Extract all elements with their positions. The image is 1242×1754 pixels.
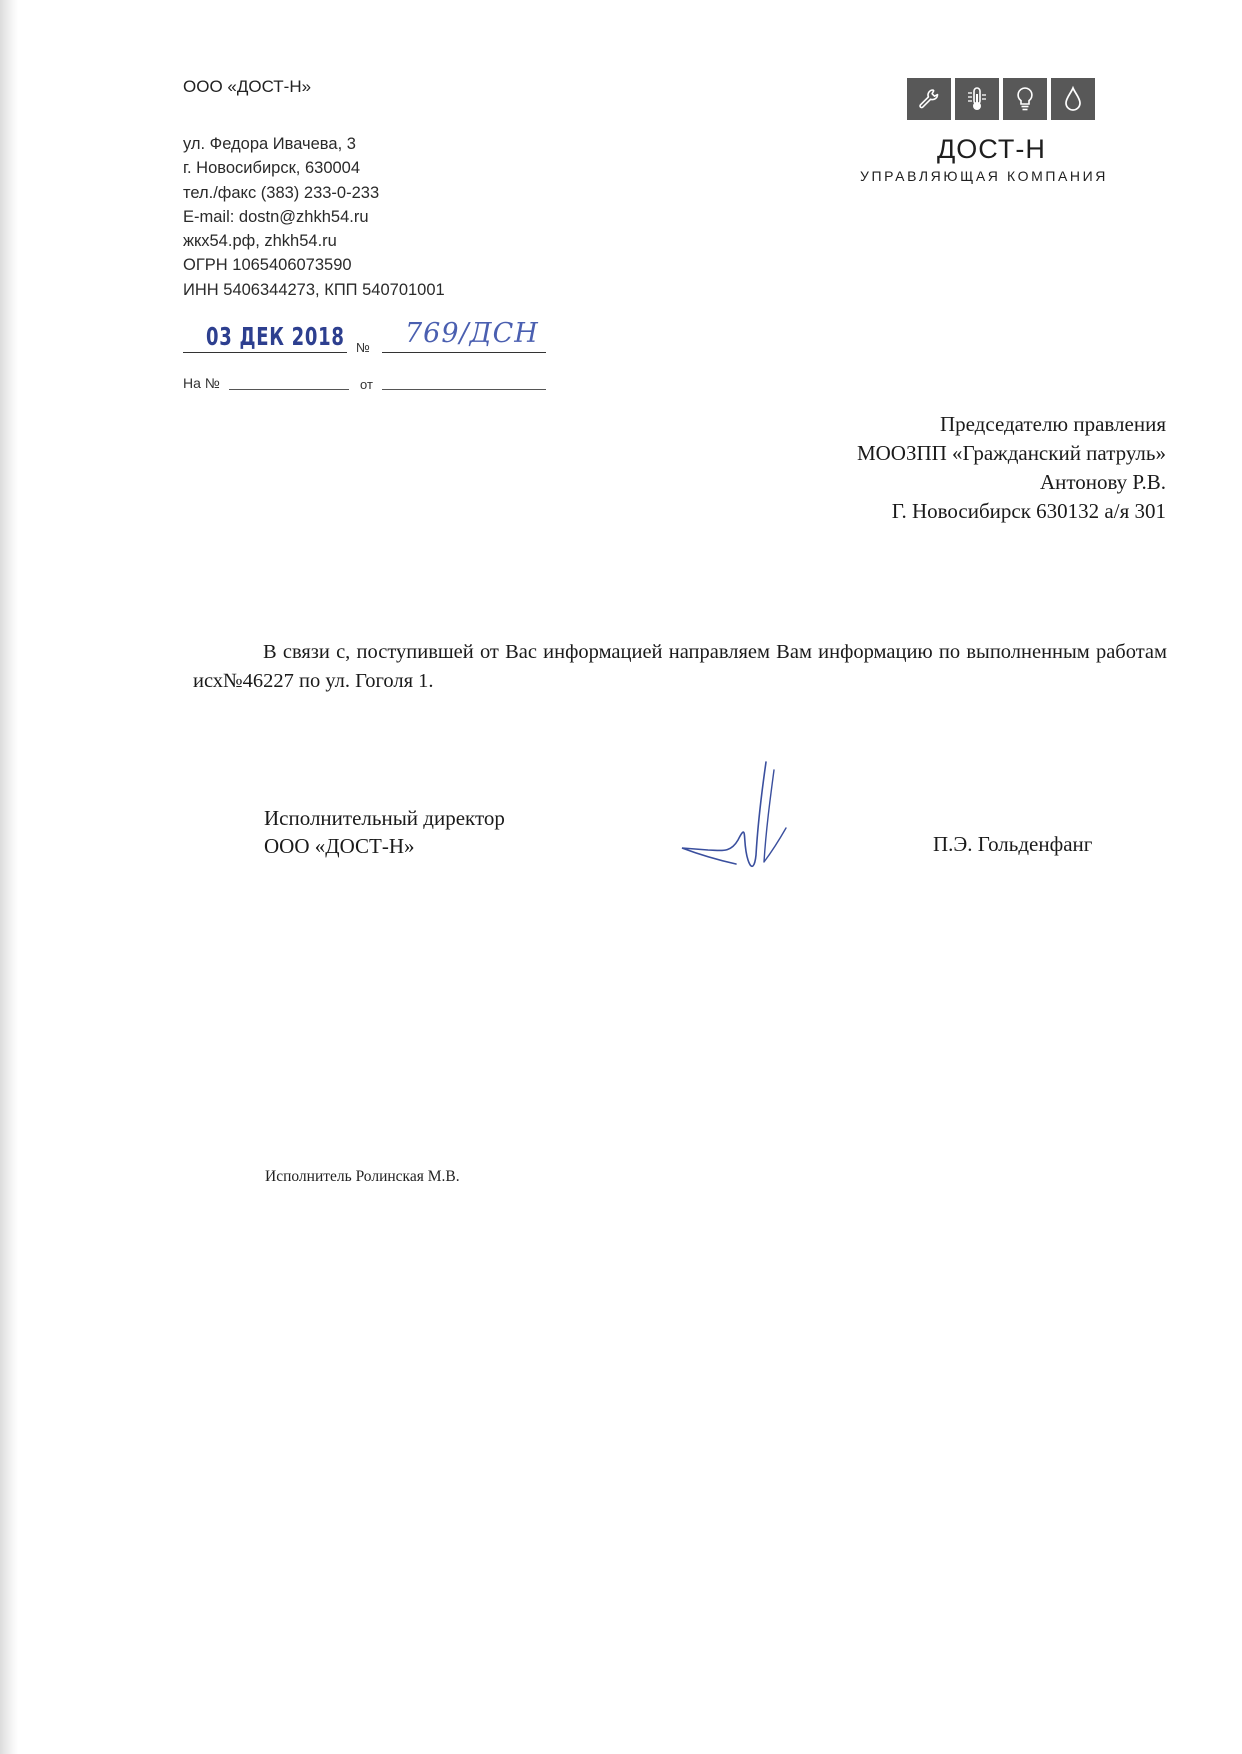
sender-websites: жкх54.рф, zhkh54.ru — [183, 232, 337, 251]
sender-phone: тел./факс (383) 233-0-233 — [183, 183, 380, 202]
logo-tile-wrench — [907, 78, 951, 120]
signatory-title-block — [264, 804, 505, 860]
registration-date-line — [183, 352, 347, 353]
addressee-block — [857, 410, 1166, 526]
water-drop-icon — [1060, 85, 1086, 113]
signatory-organization: ООО «ДОСТ-Н» — [264, 834, 415, 858]
addressee-name: Антонову Р.В. — [1039, 470, 1166, 494]
logo-company-name: ДОСТ-Н — [937, 134, 1046, 164]
wrench-icon — [916, 86, 942, 112]
registration-number-label: № — [356, 340, 370, 355]
logo-tile-water-drop — [1051, 78, 1095, 120]
sender-company: ООО «ДОСТ-Н» — [183, 77, 312, 96]
signatory-name: П.Э. Гольденфанг — [933, 832, 1093, 856]
signatory-position: Исполнительный директор — [264, 806, 505, 830]
sender-inn-kpp: ИНН 5406344273, КПП 540701001 — [183, 280, 445, 299]
registration-number-line — [382, 352, 546, 353]
sender-city: г. Новосибирск, 630004 — [183, 159, 361, 178]
company-logo-icons — [907, 78, 1095, 120]
scan-edge-shadow — [0, 0, 18, 1754]
sender-email: E-mail: dostn@zhkh54.ru — [183, 207, 369, 226]
logo-tile-thermometer — [955, 78, 999, 120]
registration-date-stamp: 03 ДЕК 2018 — [206, 322, 345, 351]
registration-number-handwritten: 769/ДСН — [405, 318, 539, 349]
reference-number-label: На № — [183, 375, 220, 391]
addressee-address: Г. Новосибирск 630132 а/я 301 — [891, 499, 1166, 523]
reference-from-label: от — [360, 377, 373, 392]
addressee-organization: МООЗПП «Гражданский патруль» — [856, 441, 1166, 465]
lightbulb-icon — [1012, 85, 1038, 113]
addressee-position: Председателю правления — [939, 412, 1166, 436]
thermometer-icon — [964, 85, 990, 113]
logo-tile-lightbulb — [1003, 78, 1047, 120]
reference-from-line — [382, 389, 546, 390]
sender-street: ул. Федора Ивачева, 3 — [183, 135, 356, 153]
sender-ogrn: ОГРН 1065406073590 — [183, 256, 352, 275]
logo-company-subtitle: УПРАВЛЯЮЩАЯ КОМПАНИЯ — [860, 168, 1109, 184]
executor-note: Исполнитель Ролинская М.В. — [265, 1168, 460, 1185]
sender-address-block — [183, 132, 445, 302]
letter-body-paragraph: В связи с, поступившей от Вас информацией направляем Вам информацию по выполненным работам исх№46227 по ул. Гоголя 1. — [193, 641, 1167, 692]
handwritten-signature — [678, 750, 798, 885]
reference-number-line — [229, 389, 349, 390]
